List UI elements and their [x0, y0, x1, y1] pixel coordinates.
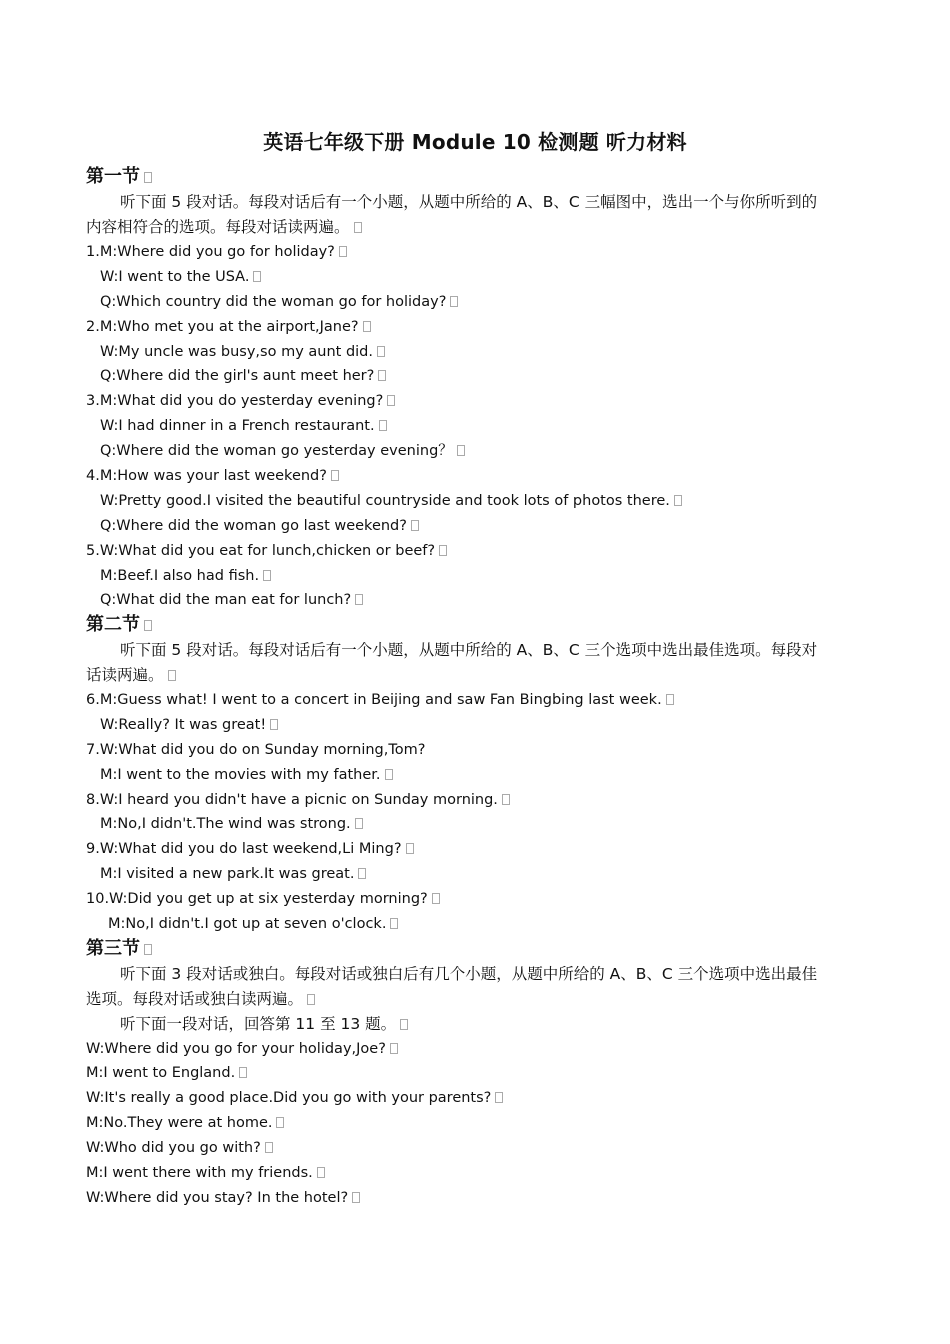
dialogue-line: Q:Where did the woman go yesterday evening？ [100, 441, 465, 461]
mark-icon [411, 520, 419, 531]
mark-icon [450, 296, 458, 307]
mark-icon [144, 944, 152, 955]
mark-icon [378, 370, 386, 381]
instruction-line: 听下面 5 段对话。每段对话后有一个小题，从题中所给的 A、B、C 三幅图中，选出一个与你所听到的 [120, 193, 818, 211]
dialogue-line: Q:What did the man eat for lunch? [100, 590, 363, 610]
dialogue-line: 7.W:What did you do on Sunday morning,Tom? [86, 742, 426, 758]
dialogue-line: M:No.They were at home. [86, 1113, 284, 1133]
mark-icon [439, 545, 447, 556]
dialogue-line: 6.M:Guess what! I went to a concert in Beijing and saw Fan Bingbing last week. [86, 690, 674, 710]
dialogue-line: M:I visited a new park.It was great. [100, 864, 366, 884]
dialogue-line: Q:Where did the girl's aunt meet her? [100, 366, 386, 386]
dialogue-line: M:Beef.I also had fish. [100, 566, 271, 586]
dialogue-line: W:Really? It was great! [100, 715, 278, 735]
instruction-line: 听下面一段对话，回答第 11 至 13 题。 [120, 1012, 408, 1036]
mark-icon [390, 1043, 398, 1054]
section-heading-3: 第三节 [86, 937, 152, 961]
mark-icon [495, 1092, 503, 1103]
dialogue-line: 9.W:What did you do last weekend,Li Ming? [86, 839, 414, 859]
mark-icon [379, 420, 387, 431]
mark-icon [270, 719, 278, 730]
page-title: 英语七年级下册 Module 10 检测题 听力材料 [263, 130, 687, 154]
instruction-line: 内容相符合的选项。每段对话读两遍。 [86, 215, 362, 239]
mark-icon [253, 271, 261, 282]
mark-icon [457, 445, 465, 456]
mark-icon [387, 395, 395, 406]
dialogue-line: 8.W:I heard you didn't have a picnic on Sunday morning. [86, 790, 510, 810]
mark-icon [265, 1142, 273, 1153]
mark-icon [674, 495, 682, 506]
dialogue-line: W:Where did you stay? In the hotel? [86, 1188, 360, 1208]
dialogue-line: 10.W:Did you get up at six yesterday morning? [86, 889, 440, 909]
mark-icon [317, 1167, 325, 1178]
mark-icon [358, 868, 366, 879]
dialogue-line: W:It's really a good place.Did you go with your parents? [86, 1088, 503, 1108]
dialogue-line: W:Who did you go with? [86, 1138, 273, 1158]
dialogue-line: M:No,I didn't.I got up at seven o'clock. [108, 914, 398, 934]
dialogue-line: 1.M:Where did you go for holiday? [86, 242, 347, 262]
mark-icon [400, 1019, 408, 1030]
mark-icon [331, 470, 339, 481]
mark-icon [385, 769, 393, 780]
dialogue-line: 3.M:What did you do yesterday evening? [86, 391, 395, 411]
dialogue-line: M:I went to the movies with my father. [100, 765, 393, 785]
mark-icon [363, 321, 371, 332]
mark-icon [666, 694, 674, 705]
mark-icon [355, 818, 363, 829]
mark-icon [339, 246, 347, 257]
mark-icon [406, 843, 414, 854]
dialogue-line: Q:Where did the woman go last weekend? [100, 516, 419, 536]
dialogue-line: W:My uncle was busy,so my aunt did. [100, 342, 385, 362]
section-heading-2: 第二节 [86, 613, 152, 637]
section-heading-1: 第一节 [86, 165, 152, 189]
mark-icon [144, 620, 152, 631]
mark-icon [390, 918, 398, 929]
dialogue-line: Q:Which country did the woman go for holiday? [100, 292, 458, 312]
mark-icon [354, 222, 362, 233]
instruction-line: 听下面 5 段对话。每段对话后有一个小题，从题中所给的 A、B、C 三个选项中选出最佳选项。每段对 [120, 641, 818, 659]
mark-icon [355, 594, 363, 605]
mark-icon [263, 570, 271, 581]
dialogue-line: M:I went there with my friends. [86, 1163, 325, 1183]
dialogue-line: 2.M:Who met you at the airport,Jane? [86, 317, 371, 337]
mark-icon [239, 1067, 247, 1078]
dialogue-line: 5.W:What did you eat for lunch,chicken or beef? [86, 541, 447, 561]
mark-icon [432, 893, 440, 904]
mark-icon [144, 172, 152, 183]
dialogue-line: W:I had dinner in a French restaurant. [100, 416, 387, 436]
mark-icon [307, 994, 315, 1005]
mark-icon [377, 346, 385, 357]
instruction-line: 听下面 3 段对话或独白。每段对话或独白后有几个小题，从题中所给的 A、B、C 三个选项中选出最佳 [120, 965, 818, 983]
dialogue-line: 4.M:How was your last weekend? [86, 466, 339, 486]
dialogue-line: W:Pretty good.I visited the beautiful countryside and took lots of photos there. [100, 491, 682, 511]
dialogue-line: W:I went to the USA. [100, 267, 261, 287]
dialogue-line: M:No,I didn't.The wind was strong. [100, 814, 363, 834]
mark-icon [276, 1117, 284, 1128]
instruction-line: 话读两遍。 [86, 663, 176, 687]
dialogue-line: W:Where did you go for your holiday,Joe? [86, 1039, 398, 1059]
mark-icon [352, 1192, 360, 1203]
mark-icon [168, 670, 176, 681]
dialogue-line: M:I went to England. [86, 1063, 247, 1083]
instruction-line: 选项。每段对话或独白读两遍。 [86, 987, 315, 1011]
mark-icon [502, 794, 510, 805]
